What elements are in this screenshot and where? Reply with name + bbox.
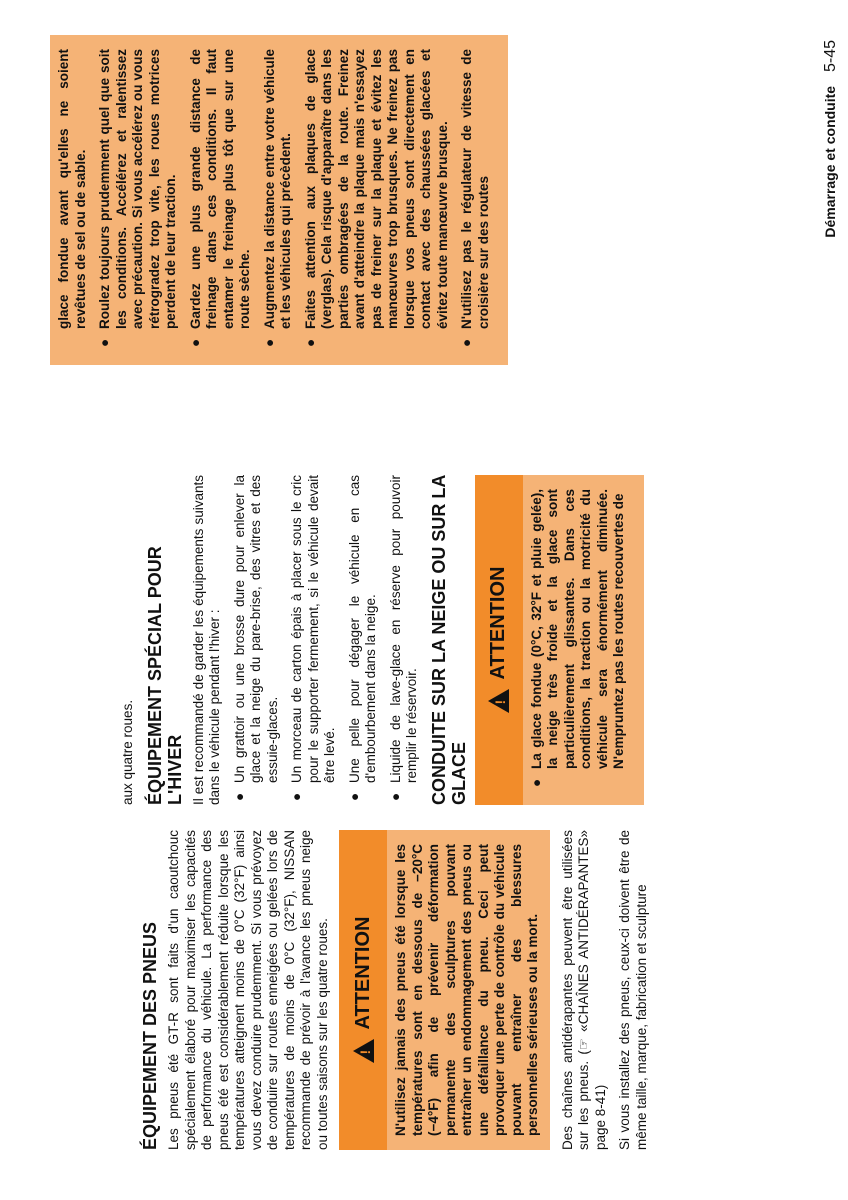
- list-item: ● Liquide de lave-glace en réserve pour pouvoir remplir le réservoir.: [387, 475, 419, 801]
- list-item: ● Une pelle pour dégager le véhicule en cas d'embourbement dans la neige.: [346, 475, 378, 801]
- attention-box-snow-continued: [50, 35, 508, 365]
- attention-header: [339, 830, 387, 1150]
- list-item: ● Augmentez la distance entre votre véhicule et les véhicules qui précèdent.: [261, 49, 293, 347]
- list-item: ● Roulez toujours prudemment quel que soit les conditions. Accélérez et ralentissez avec précaution. Si vous accélérez ou vous rétrogradez trop vite, les roues motrices perdent de leur traction.: [97, 49, 178, 347]
- winter-list: [232, 475, 421, 805]
- continuation-text: aux quatre roues.: [120, 699, 135, 805]
- attention-box-snow: [475, 475, 644, 805]
- attention-continuation: glace fondue avant qu'elles ne soient revêtues de sel ou de sable.: [56, 49, 88, 329]
- page-footer: [822, 40, 840, 238]
- warning-icon: !: [488, 689, 509, 713]
- tires-paragraph: Les pneus été GT-R sont faits d'un caoutchouc spécialement élaboré pour maximiser les capacités de performance du véhicule. La performance des pneus été est considérablement réduite lorsque les températures atteignent moins de 0°C (32°F) ainsi vous devez conduire prudemment. Si vous prévoyez de conduire sur routes enneigées ou gelées lors de températures de moins de 0°C (32°F), NISSAN recommande de prévoir à l'avance les pneus neige ou toutes saisons sur les quatre roues.: [166, 830, 330, 1150]
- list-item: ● Un grattoir ou une brosse dure pour enlever la glace et la neige du pare-brise, des vitres et des essuie-glaces.: [231, 475, 280, 801]
- attention-label: ATTENTION: [351, 916, 374, 1030]
- list-item: ● N'utilisez pas le régulateur de vitesse de croisière sur des routes: [459, 49, 491, 347]
- winter-intro: Il est recommandé de garder les équipements suivants dans le véhicule pendant l'hiver :: [190, 475, 222, 805]
- chains-paragraph: Des chaînes antidérapantes peuvent être utilisées sur les pneus. (☞ «CHAÎNES ANTIDÉRAPANTES» page 8-41): [559, 830, 608, 1150]
- section-title-winter: ÉQUIPEMENT SPÉCIAL POUR L'HIVER: [144, 546, 185, 805]
- attention-text: N'utilisez jamais des pneus été lorsque les températures sont en dessous de −20°C (−4°F) afin de prévenir déformation permanente des sculptures pouvant entraîner un endommagement des pneus ou une défaillance du pneu. Ceci peut provoquer une perte de contrôle du véhicule pouvant entraîner des blessures personnelles sérieuses ou la mort.: [393, 844, 540, 1136]
- attention-header: [475, 475, 523, 805]
- install-paragraph: Si vous installez des pneus, ceux-ci doivent être de même taille, marque, fabrication et sculpture: [617, 830, 649, 1150]
- column-3: [50, 35, 518, 365]
- attention-box-tires: [339, 830, 550, 1150]
- warning-icon: !: [353, 1039, 374, 1063]
- section-title-snow: CONDUITE SUR LA NEIGE OU SUR LA GLACE: [428, 475, 469, 805]
- column-1: [140, 830, 658, 1150]
- list-item: ● La glace fondue (0°C, 32°F et pluie gelée), la neige très froide et la glace sont particulièrement glissantes. Dans ces conditions, la traction ou la motricité du véhicule sera énormément diminuée. N'empruntez pas les routes recouvertes de: [528, 489, 626, 787]
- section-title-tires: ÉQUIPEMENT DES PNEUS: [140, 921, 160, 1150]
- list-item: ● Gardez une plus grande distance de freinage dans ces conditions. Il faut entamer le freinage plus tôt que sur une route sèche.: [187, 49, 252, 347]
- list-item: ● Faites attention aux plaques de glace (verglas). Cela risque d'apparaître dans les parties ombragées de la route. Freinez avant d'atteindre la plaque mais n'essayez pas de freiner sur la plaque et évitez les manœuvres trop brusques. Ne freinez pas lorsque vos pneus sont directement en contact avec des chaussées glacées et évitez toute manœuvre brusque.: [302, 49, 450, 347]
- page-number: 5-45: [822, 40, 839, 73]
- list-item: ● Un morceau de carton épais à placer sous le cric pour le supporter fermement, si le véhicule devait être levé.: [289, 475, 337, 801]
- footer-section: Démarrage et conduite: [822, 85, 838, 238]
- column-2: [120, 475, 654, 805]
- attention-label: ATTENTION: [487, 566, 509, 680]
